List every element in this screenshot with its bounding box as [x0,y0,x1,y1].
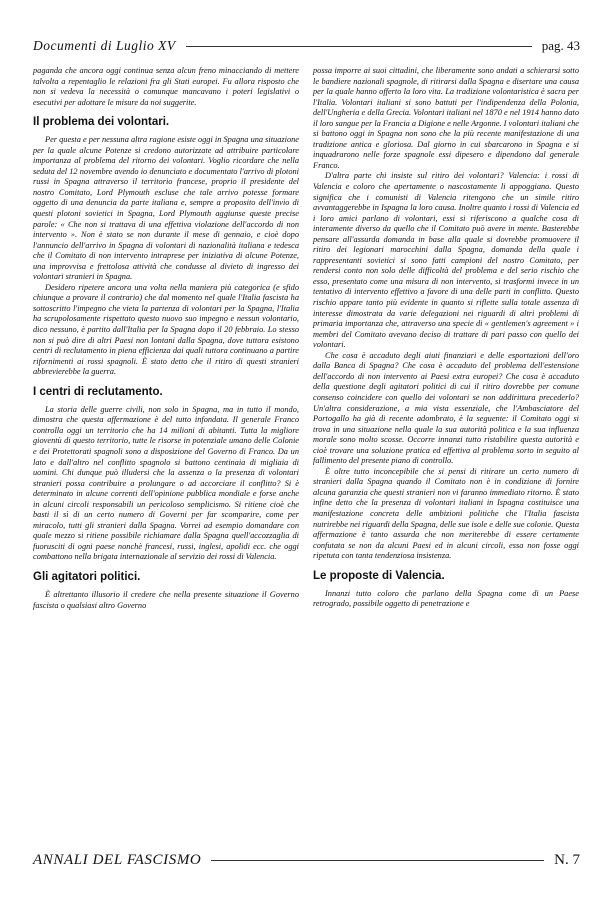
paragraph: possa imporre ai suoi cittadini, che liberamente sono andati a schierarsi sotto le bandiere nazionali spagnole, di ritirarsi dalla Spagna e disertare una causa per la quale hanno offerto la loro vita. La tradizione volontaristica è sacra per l'Italia. Volontari italiani si sono battuti per l'indipendenza della Polonia, dell'Ungheria e della Grecia. Volontari italiani nel 1870 e nel 1914 hanno dato il loro sangue per la Francia a Digione e nelle Argonne. I volontari italiani che si battono oggi in Spagna non sono che la più recente manifestazione di una tradizione antica e gloriosa. Dal giorno in cui sbarcarono in Spagna e si inquadrarono nelle forze spagnole essi dipesero e dipendono dal generale Franco. [313,66,579,170]
paragraph: È altrettanto illusorio il credere che nella presente situazione il Governo fascista o qualsiasi altro Governo [33,589,299,610]
running-header [33,34,580,58]
right-column [313,66,579,611]
section-heading-valencia: Le proposte di Valencia. [313,569,445,582]
section-heading-reclutamento: I centri di reclutamento. [33,385,163,398]
paragraph: D'altra parte chi insiste sul ritiro dei volontari? Valencia: i rossi di Valencia e coloro che apertamente o nascostamente li appoggiano. Questo significa che i comunisti di Valencia ritengono che un simile ritiro avvantaggerebbe in Ispagna la loro causa. Inoltre quanto i rossi di Valencia ed i loro amici parlano di volontari, essi si riferiscono a qualche cosa di interamente diverso da quello che il Comitato può avere in mente. Basterebbe pensare all'assurda domanda in base alla quale si dovrebbe promuovere il ritiro dei legionari marocchini dalla Spagna, domanda della quale i rappresentanti sovietici si sono fatti campioni del nostro Comitato, per rendersi conto non solo delle difficoltà del problema e del serio rischio che esso, presentato come una misura di non intervento, si trasformi invece in un tentativo di intervento effettivo a favore di una delle parti in conflitto. Questo rischio appare tanto più evidente in quanto si riflette sulla totale assenza di interesse dimostrata da varie delegazioni nei riguardi di altri problemi di primaria importanza che, attraverso una specie di « gentlemen's agreement » i membri del Comitato avevano deciso di trattare di pari passo con quello dei volontari. [313,171,579,350]
text-columns [33,66,580,611]
paragraph: La storia delle guerre civili, non solo in Spagna, ma in tutto il mondo, dimostra che questa affermazione è del tutto infondata. Il generale Franco controlla oggi un territorio che ha 14 milioni di abitanti. Tutta la migliore gioventù di questo territorio, tutte le risorse in potenziale umano delle Colonie e dei Protettorati spagnoli sono a disposizione del Governo di Franco. Da un lato e dall'altro nel conflitto spagnolo si battono centinaia di migliaia di uomini. Chi dunque può illudersi che la assenza o la presenza di volontari stranieri possa contribuire a prolungare o ad accorciare il conflitto? Si è determinato in alcune correnti dell'opinione pubblica mondiale e forse anche in alcuni circoli responsabili un pericoloso semplicismo. Si ritiene cioè che basti il sì di un certo numero di Governi per far scomparire, come per miracolo, tutti gli stranieri dalla Spagna. Vorrei ad esempio domandare con quale mezzo si ritiene possibile richiamare dalla Spagna quell'accozzaglia di fuorusciti di ogni paese nonchè francesi, russi, inglesi, apolidi ecc. che oggi combattono nella brigata internazionale al servizio dei rossi di Valencia. [33,404,299,562]
header-rule [186,46,532,47]
paragraph: Desidero ripetere ancora una volta nella maniera più categorica (e sfido chiunque a provare il contrario) che dal momento nel quale l'Italia fascista ha sottoscritto l'impegno che vieta la partenza di volontari per la Spagna, l'Italia ha scrupolosamente rispettato questo nuovo suo impegno e nessun volontario, dico nessuno, è partito dall'Italia per la Spagna dopo il 20 febbraio. Lo stesso non si può dire di altri Paesi non lontani dalla Spagna, dove tuttora esistono centri di reclutamento in piena efficienza dai quali tuttora continuano a partire rifornimenti ai rossi spagnoli. È stato detto che il ritiro di questi stranieri abbrevierebbe la guerra. [33,282,299,377]
paragraph: Per questa e per nessuna altra ragione esiste oggi in Spagna una situazione per la quale alcune Potenze si credono autorizzate ad attribuire particolare importanza al problema del ritorno dei volontari. Voglio ricordare che nella seduta del 12 novembre avendo io denunciato e documentato l'arrivo di plotoni russi in Spagna attraverso il territorio francese, proprio il presidente del nostro Comitato, Lord Plymouth escluse che tale arrivo potesse formare oggetto di una denuncia da parte italiana e, sempre a proposito dell'invio di questi plotoni sovietici in Spagna, Lord Plymouth aggiunse queste precise parole: « Che non si trattava di una effettiva violazione dell'accordo di non intervento ». Non è stato se non durante il mese di gennaio, e cioè dopo l'annuncio dell'arrivo in Spagna di volontari di nazionalità italiana e tedesca che il Comitato di non intervento intraprese per iniziativa di alcune Potenze, una improvvisa e frettolosa attività che condusse al divieto di ingresso dei volontari stranieri in Spagna. [33,135,300,282]
section-heading-agitatori: Gli agitatori politici. [33,570,141,583]
left-column [33,66,299,611]
page-number: pag. 43 [541,38,580,53]
paragraph: paganda che ancora oggi continua senza alcun freno minacciando di mettere talvolta a repentaglio le relazioni fra gli Stati europei. Fu allora risposto che non si vedeva la necessità o comunque mancavano i poteri legislativi o esecutivi per adottare le misure da noi suggerite. [33,66,299,107]
paragraph: Che cosa è accaduto degli aiuti finanziari e delle esportazioni dell'oro dalla Banca di Spagna? Che cosa è accaduto del problema dell'estensione dell'accordo di non intervento ai Paesi extra europei? Che cosa è accaduto della questione degli agitatori politici di cui il ritiro dovrebbe per comune consenso coincidere con quello dei volontari se non addirittura precederlo? Un'altra considerazione, a mia vista essenziale, che l'Ambasciatore del Portogallo ha già di recente adombrato, è la seguente: il Comitato oggi si trova in una situazione nella quale la sua autorità politica e la sua influenza morale sono molto scosse. Occorre innanzi tutto ristabilire questa autorità e cioè trovare una soluzione pratica ed effettiva al problema sorto in seguito al fallimento del presente piano di controllo. [313,350,579,466]
issue-number: N. 7 [554,852,580,868]
footer-rule [211,860,544,861]
section-heading-volontari: Il problema dei volontari. [33,116,170,129]
header-title: Documenti di Luglio XV [33,38,176,53]
paragraph: È oltre tutto inconcepibile che si pensi di ritirare un certo numero di stranieri dalla Spagna quando il Comitato non è in condizione di fornire alcuna garanzia che questi stranieri non vi faranno immediato ritorno. È stato infine detto che la presenza di volontari italiani in Ispagna costituisce una manifestazione concreta delle ambizioni politiche che l'Italia fascista nutrirebbe nei riguardi della Spagna, delle sue isole e delle sue colonie. Questa affermazione è tanto assurda che non meriterebbe di essere certamente confutata se non da alcuni Paesi ed in alcuni circoli, essa non fosse oggi ripetuta con tanta tendenziosa insistenza. [313,466,579,561]
paragraph: Innanzi tutto coloro che parlano della Spagna come di un Paese retrogrado, possibile oggetto di penetrazione e [313,588,579,609]
running-footer [33,852,580,869]
footer-title: ANNALI DEL FASCISMO [33,852,202,868]
